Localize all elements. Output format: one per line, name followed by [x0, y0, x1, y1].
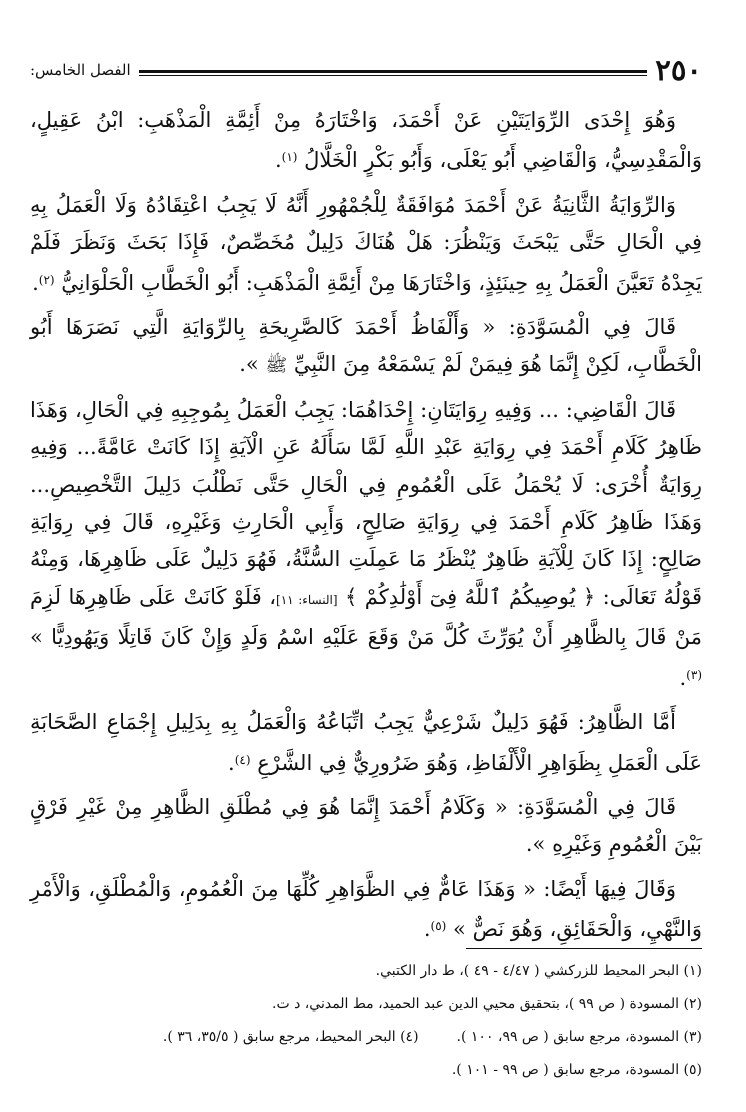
footnote-ref-3: (٣) [686, 667, 702, 682]
footnotes [30, 955, 702, 1087]
footnote-2: (٢) المسودة ( ص ٩٩ )، بتحقيق محيي الدين عبد الحميد، مط المدني، د ت. [272, 996, 702, 1012]
footnote-5: (٥) المسودة، مرجع سابق ( ص ٩٩ - ١٠١ ). [451, 1062, 702, 1078]
footnote-4: (٤) البحر المحيط، مرجع سابق ( ٣٥/٥، ٣٦ ). [162, 1029, 419, 1045]
paragraph-4-text: قَالَ الْقَاضِي: ... وَفِيهِ رِوَايَتَانِ: إِحْدَاهُمَا: يَجِبُ الْعَمَلُ بِمُوجِبِهِ فِي الْحَالِ، وَهَذَا ظَاهِرُ كَلَامِ أَحْمَدَ فِي رِوَايَةِ عَبْدِ اللَّهِ لَمَّا سَأَلَهُ عَنِ الْآيَةِ إِذَا كَانَتْ عَامَّةً... وَفِيهِ رِوَايَةٌ أُخْرَى: لَا يُحْمَلُ عَلَى الْعُمُومِ فِي الْحَالِ حَتَّى نَطْلُبَ دَلِيلَ التَّخْصِيصِ... وَهَذَا ظَاهِرُ كَلَامِ أَحْمَدَ فِي رِوَايَةِ صَالِحٍ، وَأَبِي الْحَارِثِ وَغَيْرِهِ، قَالَ فِي رِوَايَةِ صَالِحٍ: إِذَا كَانَ لِلْآيَةِ ظَاهِرٌ يُنْظَرُ مَا عَمِلَتِ السُّنَّةُ، فَهُوَ دَلِيلٌ عَلَى ظَاهِرِهَا، وَمِنْهُ قَوْلُهُ تَعَالَى: ﴿ يُوصِيكُمُ ٱللَّهُ فِىٓ أَوْلَٰدِكُمْ ﴾ [30, 397, 703, 609]
paragraph-2-period: . [32, 270, 39, 295]
footnote-3: (٣) المسودة، مرجع سابق ( ص ٩٩، ١٠٠ ). [456, 1029, 702, 1045]
chapter-title: الفصل الخامس: [30, 61, 131, 79]
footnote-ref-5: (٥) [430, 919, 447, 934]
paragraph-7 [30, 871, 702, 949]
paragraph-1 [30, 102, 702, 180]
footnote-ref-2: (٢) [38, 272, 55, 287]
footnote-ref-1: (١) [281, 150, 298, 165]
paragraph-4 [30, 392, 702, 697]
header-rule-thin [139, 75, 648, 76]
paragraph-2-text: وَالرِّوَايَةُ الثَّانِيَةُ عَنْ أَحْمَدَ مُوَافَقَةٌ لِلْجُمْهُورِ أَنَّهُ لَا يَجِبُ اعْتِقَادُهُ وَلَا الْعَمَلُ بِهِ فِي الْحَالِ حَتَّى يَبْحَثَ وَيَنْظُرَ: هَلْ هُنَاكَ دَلِيلٌ مُخَصِّصٌ، فَإِذَا بَحَثَ وَنَظَرَ فَلَمْ يَجِدْهُ تَعَيَّنَ الْعَمَلُ بِهِ حِينَئِذٍ، وَاخْتَارَهَا مِنْ أَئِمَّةِ الْمَذْهَبِ: أَبُو الْخَطَّابِ الْحَلْوَانِيُّ [30, 192, 702, 295]
paragraph-3-text: قَالَ فِي الْمُسَوَّدَةِ: « وَأَلْفَاظُ أَحْمَدَ كَالصَّرِيحَةِ بِالرِّوَايَةِ الَّتِي نَصَرَهَا أَبُو الْخَطَّابِ، لَكِنْ إِنَّمَا هُوَ فِيمَنْ لَمْ يَسْمَعْهُ مِنَ النَّبِيِّ [30, 315, 702, 377]
footnote-row-3-4 [30, 1021, 702, 1054]
paragraph-5-period: . [228, 750, 235, 775]
paragraph-1-period: . [274, 148, 282, 173]
paragraph-5-text: أَمَّا الظَّاهِرُ: فَهُوَ دَلِيلٌ شَرْعِيٌّ يَجِبُ اتِّبَاعُهُ وَالْعَمَلُ بِهِ بِدَلِيلِ إِجْمَاعِ الصَّحَابَةِ عَلَى الْعَمَلِ بِظَوَاهِرِ الْأَلْفَاظِ، وَهُوَ ضَرُورِيٌّ فِي الشَّرْعِ [30, 710, 702, 775]
paragraph-3-tail: ». [239, 352, 259, 377]
header-rule [139, 70, 648, 77]
main-text [30, 102, 702, 956]
paragraph-6-text: قَالَ فِي الْمُسَوَّدَةِ: « وَكَلَامُ أَحْمَدَ إِنَّمَا هُوَ فِي مُطْلَقِ الظَّاهِرِ مِنْ غَيْرِ فَرْقٍ بَيْنَ الْعُمُومِ وَغَيْرِهِ ». [30, 794, 702, 857]
footnote-separator [466, 948, 702, 949]
quran-citation: [النساء: ١١] [276, 592, 338, 607]
paragraph-2 [30, 187, 702, 302]
paragraph-4-period: . [679, 665, 687, 690]
footnote-1: (١) البحر المحيط للزركشي ( ٤/٤٧ - ٤٩ )، ط دار الكتبي. [375, 963, 702, 979]
paragraph-1-text: وَهُوَ إِحْدَى الرِّوَايَتَيْنِ عَنْ أَحْمَدَ، وَاخْتَارَهُ مِنْ أَئِمَّةِ الْمَذْهَبِ: ابْنُ عَقِيلٍ، وَالْمَقْدِسِيُّ، وَالْقَاضِي أَبُو يَعْلَى، وَأَبُو بَكْرٍ الْخَلَّالُ [30, 108, 702, 173]
footnote-ref-4: (٤) [234, 752, 251, 767]
paragraph-6 [30, 789, 702, 864]
header-rule-thick [139, 70, 648, 73]
paragraph-7-period: . [423, 917, 431, 942]
paragraph-4-tail: ، فَلَوْ كَانَتْ عَلَى ظَاهِرِهَا لَزِمَ مَنْ قَالَ بِالظَّاهِرِ أَنْ يُوَرِّثَ كُلَّ مَنْ وَقَعَ عَلَيْهِ اسْمُ وَلَدٍ وَإِنْ كَانَ قَاتِلًا وَيَهُودِيًّا » [30, 584, 702, 650]
paragraph-7-text: وَقَالَ فِيهَا أَيْضًا: « وَهَذَا عَامٌّ فِي الظَّوَاهِرِ كُلِّهَا مِنَ الْعُمُومِ، وَالْمُطْلَقِ، وَالْأَمْرِ وَالنَّهْيِ، وَالْحَقَائِقِ، وَهُوَ نَصٌّ » [30, 876, 702, 942]
paragraph-3 [30, 309, 702, 385]
page-number: ٢٥٠ [655, 52, 702, 87]
honorific-glyph: ﷺ [265, 355, 288, 377]
page-header [30, 52, 702, 88]
paragraph-5 [30, 704, 702, 782]
